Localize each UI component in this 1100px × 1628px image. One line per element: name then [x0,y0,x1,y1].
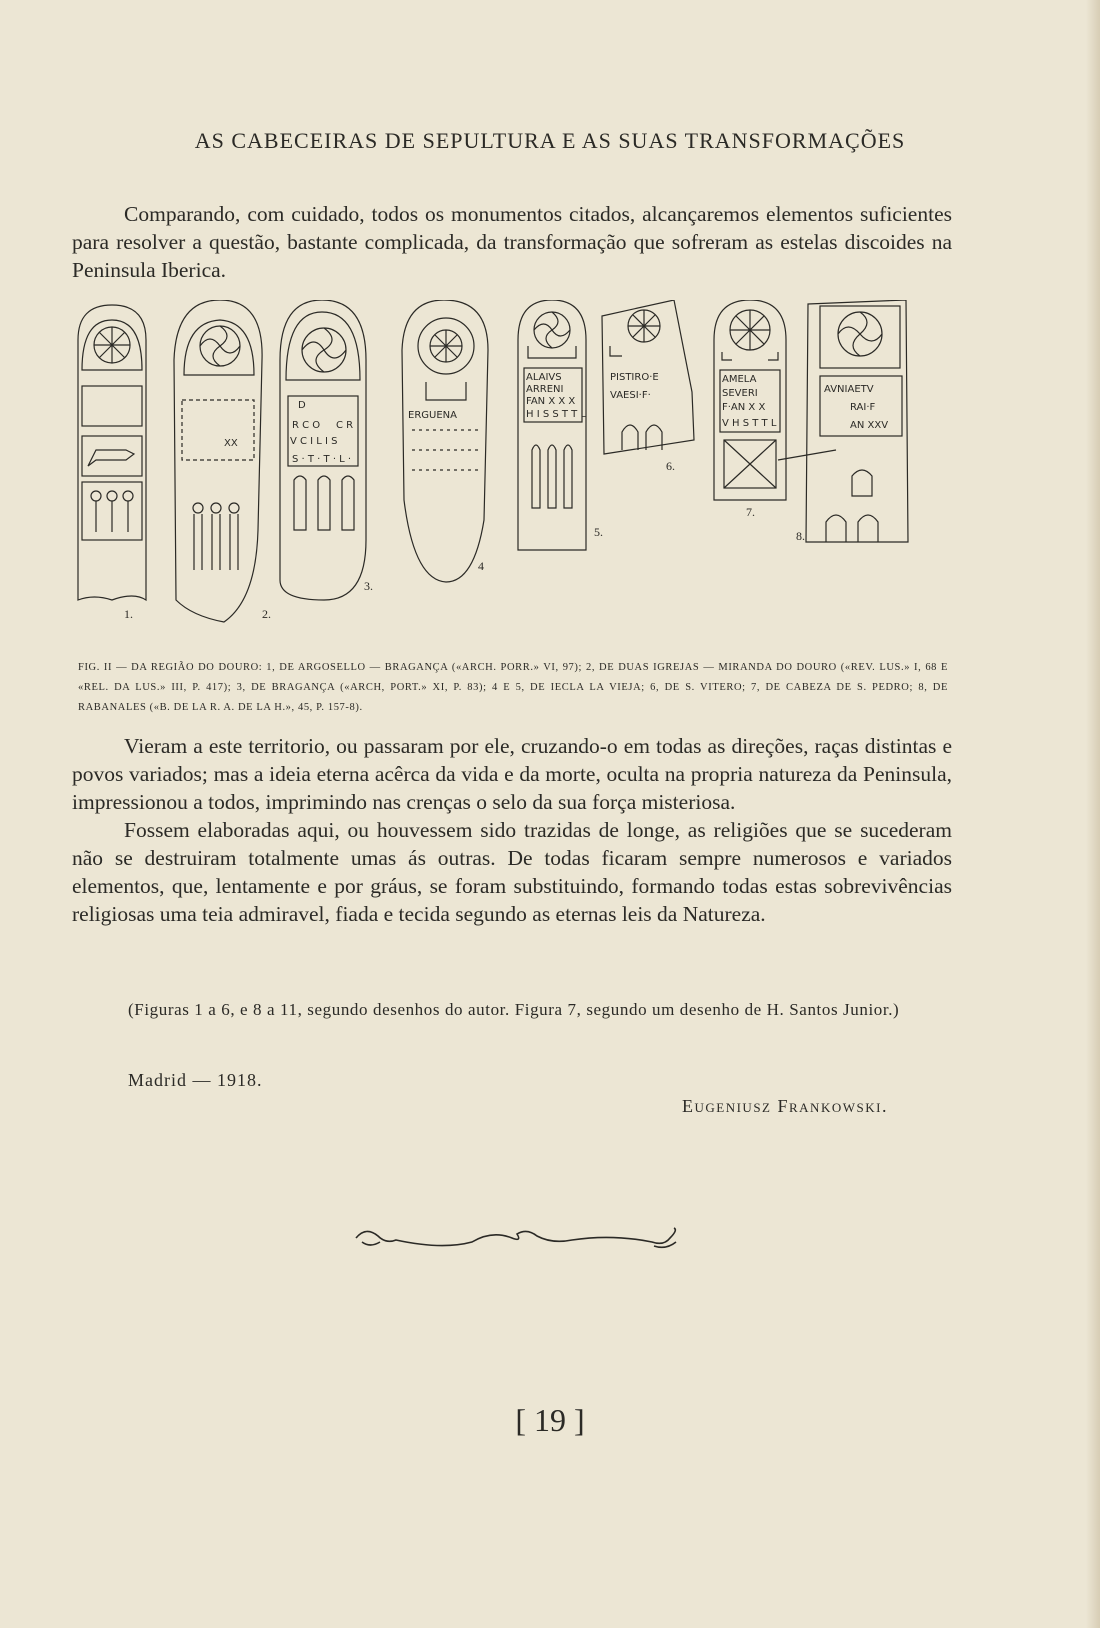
stela-3-line-3: C R [336,420,354,431]
figure-caption: FIG. II — DA REGIÃO DO DOURO: 1, DE ARGOSELLO — BRAGANÇA («ARCH. PORR.» VI, 97); 2, DE DUAS IGREJAS — MIRANDA DO DOURO («REV. LUS.» I, 68 E «REL. DA LUS.» III, P. 417); 3, DE BRAGANÇA («ARCH, PORT.» XI, P. 83); 4 E 5, DE IECLA LA VIEJA; 6, DE S. VITERO; 7, DE CABEZA DE S. PEDRO; 8, DE RABANALES («B. DE LA R. A. DE LA H.», 45, P. 157-8). [78,662,948,713]
stela-5 [518,300,603,550]
stela-1 [78,305,146,621]
stela-3-line-4: V C I L I S [290,436,338,447]
stela-number-3: 3. [364,579,373,593]
stela-3 [280,300,373,600]
page-edge-shadow [1086,0,1100,1628]
stela-5-line-3: FAN X X X [526,396,576,407]
stela-4-inscription: ERGUENA [408,410,457,421]
stela-number-1: 1. [124,607,133,621]
stela-7-line-2: SEVERI [722,388,758,399]
stela-6 [602,300,694,473]
body-text [72,732,952,928]
stela-3-line-5: S · T · T · L · [292,454,352,465]
tailpiece-ornament-icon [352,1220,682,1256]
paragraph-1: Vieram a este territorio, ou passaram por ele, cruzando-o em todas as direções, raças distintas e povos variados; mas a ideia eterna acêrca da vida e da morte, oculta na propria natureza da Peninsula, impressionou a todos, imprimindo nas crenças o selo da sua força misteriosa. [72,734,952,814]
stela-8-line-3: AN XXV [850,420,889,431]
stela-5-line-1: ALAIVS [526,372,562,383]
stelae-figure [74,300,954,640]
stela-7 [714,300,836,519]
paragraph-2: Fossem elaboradas aqui, ou houvessem sido trazidas de longe, as religiões que se sucederam não se destruiram totalmente umas ás outras. De todas ficaram sempre numerosos e variados elementos, que, lentamente e por gráus, se foram substituindo, formando todas estas sobrevivências religiosas uma teia admiravel, fiada e tecida segundo as eternas leis da Natureza. [72,818,952,926]
stela-7-line-3: F·AN X X [722,402,766,413]
stela-8-line-2: RAI·F [850,402,876,413]
page-number-bracket-left: [ [515,1402,526,1438]
stela-3-line-1: D [298,400,306,411]
stela-5-line-2: ARRENI [526,384,564,395]
stela-5-line-4: H I S S T T L [526,409,587,420]
page-number-bracket-right: ] [574,1402,585,1438]
author-signature: Eugeniusz Frankowski. [682,1096,888,1116]
running-header: AS CABECEIRAS DE SEPULTURA E AS SUAS TRANSFORMAÇÕES [194,128,906,153]
stela-8 [796,300,908,543]
stela-3-line-2: R C O [292,420,321,431]
intro-paragraph: Comparando, com cuidado, todos os monumentos citados, alcançaremos elementos suficientes para resolver a questão, bastante complicada, da transformação que sofreram as estelas discoides na Peninsula Iberica. [72,202,952,282]
stela-number-4: 4 [478,559,484,573]
stela-2 [174,300,271,622]
page-number [0,1402,1100,1439]
stela-2-inscription: XX [224,438,238,449]
stela-number-2: 2. [262,607,271,621]
stela-number-8: 8. [796,529,805,543]
stela-number-5: 5. [594,525,603,539]
stela-7-line-4: V H S T T L [722,418,777,429]
place-date: Madrid — 1918. [128,1070,263,1090]
stela-number-6: 6. [666,459,675,473]
stela-number-7: 7. [746,505,755,519]
page-number-value: 19 [534,1402,566,1438]
stela-6-line-2: VAESI·F· [610,390,651,401]
stela-6-line-1: PISTIRO·E [610,372,659,383]
figure-credits: (Figuras 1 a 6, e 8 a 11, segundo desenhos do autor. Figura 7, segundo um desenho de H. Santos Junior.) [128,1000,900,1019]
stela-8-line-1: AVNIAETV [824,384,874,395]
stela-7-line-1: AMELA [722,374,757,385]
stela-4 [402,300,488,582]
